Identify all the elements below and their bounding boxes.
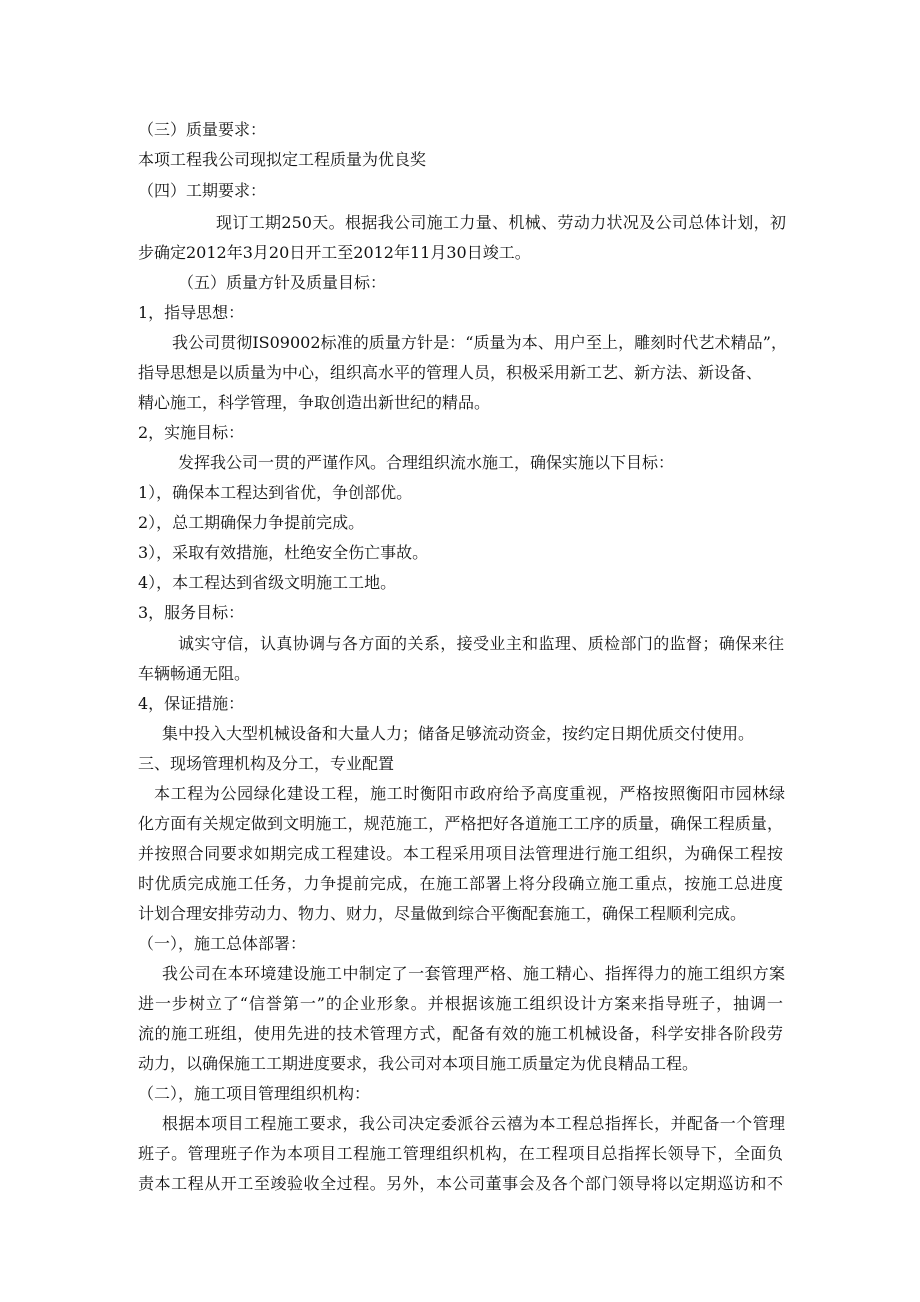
paragraph-line: 我公司贯彻IS09002标准的质量方针是：“质量为本、用户至上，雕刻时代艺术精品”，: [172, 333, 787, 352]
paragraph-line: 诚实守信，认真协调与各方面的关系，接受业主和监理、质检部门的监督；确保来往: [178, 634, 784, 653]
section-heading-site-management: 三、现场管理机构及分工，专业配置: [138, 754, 395, 773]
list-item: 2），总工期确保力争提前完成。: [138, 513, 365, 532]
paragraph-line: 流的施工班组，使用先进的技术管理方式，配备有效的施工机械设备，科学安排各阶段劳: [138, 1024, 783, 1043]
paragraph-line: 进一步树立了“信誉第一”的企业形象。并根据该施工组织设计方案来指导班子，抽调一: [138, 994, 783, 1013]
paragraph-line: 计划合理安排劳动力、物力、财力，尽量做到综合平衡配套施工，确保工程顺利完成。: [138, 904, 747, 923]
list-item: 1），确保本工程达到省优，争创部优。: [138, 483, 413, 502]
section-heading-quality-requirement: （三）质量要求：: [138, 120, 267, 139]
subheading-implementation-goals: 2，实施目标：: [138, 423, 245, 442]
paragraph-line: 责本工程从开工至竣验收全过程。另外，本公司董事会及各个部门领导将以定期巡访和不: [138, 1174, 783, 1193]
paragraph-line: 我公司在本环境建设施工中制定了一套管理严格、施工精心、指挥得力的施工组织方案: [162, 964, 785, 983]
paragraph-line: 集中投入大型机械设备和大量人力；储备足够流动资金，按约定日期优质交付使用。: [162, 724, 755, 743]
paragraph-line: 本工程为公园绿化建设工程，施工时衡阳市政府给予高度重视，严格按照衡阳市园林绿: [154, 784, 785, 803]
paragraph-line: 精心施工，科学管理，争取创造出新世纪的精品。: [138, 393, 491, 412]
list-item: 3），采取有效措施，杜绝安全伤亡事故。: [138, 543, 429, 562]
paragraph-line: 车辆畅通无阻。: [138, 664, 251, 683]
section-heading-schedule-requirement: （四）工期要求：: [138, 181, 267, 200]
paragraph-line: 动力，以确保施工工期进度要求，我公司对本项目施工质量定为优良精品工程。: [138, 1054, 699, 1073]
paragraph-line: 步确定2012年3月20日开工至2012年11月30日竣工。: [138, 243, 531, 262]
paragraph-line: 根据本项目工程施工要求，我公司决定委派谷云禧为本工程总指挥长，并配备一个管理: [162, 1114, 785, 1133]
subheading-guarantee-measures: 4，保证措施：: [138, 694, 245, 713]
subheading-service-goals: 3，服务目标：: [138, 603, 245, 622]
paragraph-line: 发挥我公司一贯的严谨作风。合理组织流水施工，确保实施以下目标：: [178, 453, 675, 472]
paragraph-line: 现订工期250天。根据我公司施工力量、机械、劳动力状况及公司总体计划，初: [216, 213, 786, 232]
subheading-management-organization: （二），施工项目管理组织机构：: [138, 1084, 371, 1103]
paragraph-line: 班子。管理班子作为本项目工程施工管理组织机构，在工程项目总指挥长领导下，全面负: [138, 1144, 783, 1163]
paragraph-line: 化方面有关规定做到文明施工，规范施工，严格把好各道施工工序的质量，确保工程质量，: [138, 814, 783, 833]
subheading-guiding-ideology: 1，指导思想：: [138, 303, 245, 322]
paragraph-line: 指导思想是以质量为中心，组织高水平的管理人员，积极采用新工艺、新方法、新设备、: [138, 363, 763, 382]
subheading-overall-deployment: （一），施工总体部署：: [138, 934, 307, 953]
paragraph-line: 并按照合同要求如期完成工程建设。本工程采用项目法管理进行施工组织，为确保工程按: [138, 844, 783, 863]
list-item: 4），本工程达到省级文明施工工地。: [138, 573, 397, 592]
paragraph-line: 本项工程我公司现拟定工程质量为优良奖: [138, 150, 427, 169]
section-heading-quality-policy: （五）质量方针及质量目标：: [178, 273, 387, 292]
paragraph-line: 时优质完成施工任务，力争提前完成，在施工部署上将分段确立施工重点，按施工总进度: [138, 874, 783, 893]
